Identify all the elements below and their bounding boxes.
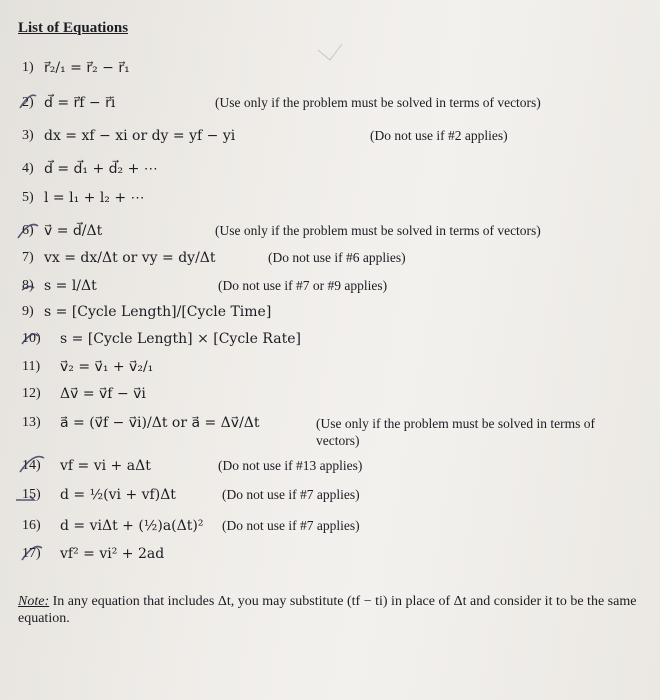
equation-number: 14) bbox=[22, 458, 41, 473]
equation-number: 11) bbox=[22, 359, 41, 374]
equation-number: 9) bbox=[22, 304, 34, 319]
equation-note: (Use only if the problem must be solved in terms of vectors) bbox=[215, 95, 541, 110]
equation-number: 10) bbox=[22, 331, 41, 346]
page-title: List of Equations bbox=[18, 20, 129, 36]
equation-formula: d⃗ = d⃗₁ + d⃗₂ + ⋯ bbox=[44, 161, 158, 177]
footer-label: Note: bbox=[18, 594, 50, 609]
equation-formula: dx = xf − xi or dy = yf − yi bbox=[44, 128, 236, 144]
equation-number: 17) bbox=[22, 546, 41, 561]
equation-number: 6) bbox=[22, 223, 34, 238]
equation-number: 3) bbox=[22, 128, 34, 143]
equation-formula: vx = dx/Δt or vy = dy/Δt bbox=[44, 250, 216, 266]
equation-note: (Do not use if #7 or #9 applies) bbox=[218, 278, 388, 293]
equation-number: 15) bbox=[22, 487, 41, 502]
equation-number: 7) bbox=[22, 250, 34, 265]
equation-number: 8) bbox=[22, 278, 34, 293]
equation-number: 16) bbox=[22, 518, 41, 533]
equation-formula: vf² = vi² + 2ad bbox=[60, 546, 165, 562]
equation-note: (Do not use if #7 applies) bbox=[222, 487, 360, 502]
equation-formula: Δv⃗ = v⃗f − v⃗i bbox=[60, 386, 146, 402]
equation-formula: v⃗₂ = v⃗₁ + v⃗₂/₁ bbox=[60, 359, 154, 375]
equation-note: (Use only if the problem must be solved in terms of vectors) bbox=[316, 416, 595, 448]
equation-formula: r⃗₂/₁ = r⃗₂ − r⃗₁ bbox=[44, 60, 130, 76]
equation-note: (Do not use if #6 applies) bbox=[268, 250, 406, 265]
equation-formula: d = viΔt + (½)a(Δt)² bbox=[60, 518, 204, 534]
equation-formula: s = l/Δt bbox=[44, 278, 97, 294]
equation-formula: s = [Cycle Length]/[Cycle Time] bbox=[44, 304, 272, 320]
equation-number: 2) bbox=[22, 95, 34, 110]
equation-note: (Do not use if #2 applies) bbox=[370, 128, 508, 143]
equation-formula: s = [Cycle Length] × [Cycle Rate] bbox=[60, 331, 301, 347]
equation-formula: d = ½(vi + vf)Δt bbox=[60, 487, 176, 503]
equation-formula: l = l₁ + l₂ + ⋯ bbox=[44, 190, 145, 206]
equation-number: 5) bbox=[22, 190, 34, 205]
footer-note bbox=[18, 593, 648, 627]
equation-number: 13) bbox=[22, 415, 41, 430]
equation-formula: d⃗ = r⃗f − r⃗i bbox=[44, 95, 116, 111]
equation-note: (Use only if the problem must be solved in terms of vectors) bbox=[215, 223, 541, 238]
footer-text: In any equation that includes Δt, you may substitute (tf − ti) in place of Δt and consider it to be the same equation. bbox=[18, 594, 637, 626]
equation-formula: v⃗ = d⃗/Δt bbox=[44, 223, 103, 239]
equation-number: 4) bbox=[22, 161, 34, 176]
equation-formula: vf = vi + aΔt bbox=[60, 458, 151, 474]
equation-formula: a⃗ = (v⃗f − v⃗i)/Δt or a⃗ = Δv⃗/Δt bbox=[60, 415, 260, 431]
equation-number: 1) bbox=[22, 60, 34, 75]
equation-note: (Do not use if #7 applies) bbox=[222, 518, 360, 533]
equation-note: (Do not use if #13 applies) bbox=[218, 458, 363, 473]
equation-number: 12) bbox=[22, 386, 41, 401]
